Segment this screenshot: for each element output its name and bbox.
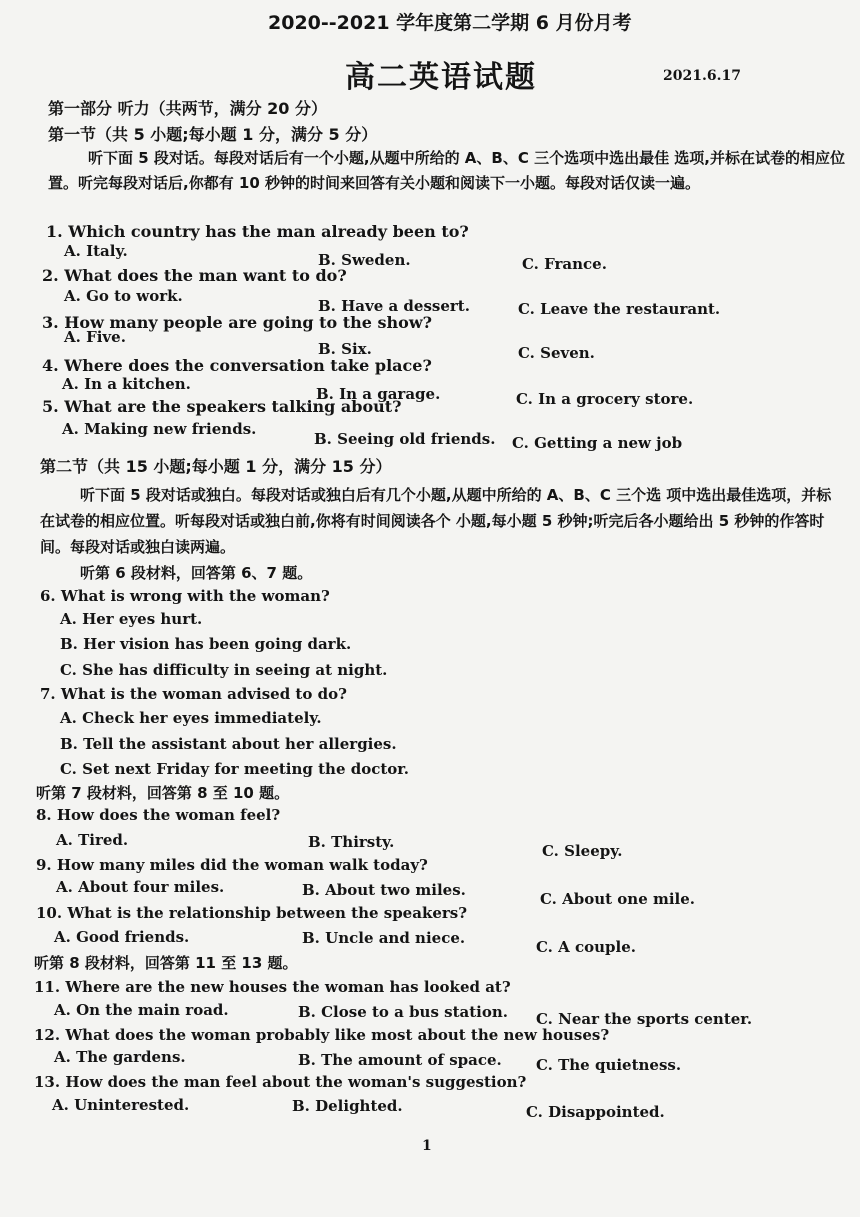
section1-heading: 第一节（共 5 小题;每小题 1 分，满分 5 分） bbox=[48, 125, 378, 144]
question-text: 5. What are the speakers talking about? bbox=[42, 397, 402, 416]
page-title: 高二英语试题 bbox=[345, 60, 537, 95]
part1-heading: 第一部分 听力（共两节，满分 20 分） bbox=[48, 99, 327, 118]
option-c: C. The quietness. bbox=[536, 1056, 682, 1074]
material-6-heading: 听第 6 段材料，回答第 6、7 题。 bbox=[80, 564, 313, 582]
option-a: A. Uninterested. bbox=[52, 1096, 190, 1114]
question-text: 3. How many people are going to the show? bbox=[42, 313, 432, 332]
question-text: 12. What does the woman probably like most about the new houses? bbox=[34, 1026, 610, 1044]
option-c: C. Near the sports center. bbox=[536, 1010, 753, 1028]
question-text: 7. What is the woman advised to do? bbox=[40, 685, 347, 703]
option-a: A. In a kitchen. bbox=[62, 375, 191, 393]
question-text: 6. What is wrong with the woman? bbox=[40, 587, 330, 605]
section2-heading: 第二节（共 15 小题;每小题 1 分，满分 15 分） bbox=[40, 457, 392, 476]
option-b: B. Tell the assistant about her allergies. bbox=[60, 735, 397, 753]
option-c: C. Set next Friday for meeting the doctor. bbox=[60, 760, 410, 778]
section2-instructions: 听下面 5 段对话或独白。每段对话或独白后有几个小题,从题中所给的 A、B、C 三个选 项中选出最佳选项，并标在试卷的相应位置。听每段对话或独白前,你将有时间阅读各个 小题,每小题 5 秒钟;听完后各小题给出 5 秒钟的作答时间。每段对话或独白读两遍。 bbox=[40, 486, 832, 556]
option-c: C. Sleepy. bbox=[542, 842, 623, 860]
option-a: A. Check her eyes immediately. bbox=[60, 709, 322, 727]
option-a: A. Her eyes hurt. bbox=[60, 610, 203, 628]
section1-instructions: 听下面 5 段对话。每段对话后有一个小题,从题中所给的 A、B、C 三个选项中选出最佳 选项,并标在试卷的相应位置。听完每段对话后,你都有 10 秒钟的时间来回答有关小题和阅读下一小题。每段对话仅读一遍。 bbox=[48, 149, 845, 192]
question-text: 13. How does the man feel about the woman's suggestion? bbox=[34, 1073, 527, 1091]
option-b: B. Close to a bus station. bbox=[298, 1003, 508, 1021]
option-b: B. About two miles. bbox=[302, 881, 466, 899]
option-b: B. Her vision has been going dark. bbox=[60, 635, 352, 653]
option-b: B. The amount of space. bbox=[298, 1051, 502, 1069]
option-a: A. About four miles. bbox=[56, 878, 225, 896]
option-b: B. In a garage. bbox=[316, 385, 441, 403]
exam-term: 2020--2021 学年度第二学期 6 月份月考 bbox=[268, 12, 632, 34]
option-b: B. Six. bbox=[318, 340, 372, 358]
option-a: A. On the main road. bbox=[54, 1001, 229, 1019]
option-a: A. Go to work. bbox=[64, 287, 183, 305]
exam-date: 2021.6.17 bbox=[663, 68, 741, 84]
option-a: A. Tired. bbox=[56, 831, 129, 849]
option-c: C. A couple. bbox=[536, 938, 636, 956]
option-a: A. Making new friends. bbox=[62, 420, 257, 438]
question-text: 9. How many miles did the woman walk today? bbox=[36, 856, 428, 874]
question-text: 11. Where are the new houses the woman has looked at? bbox=[34, 978, 511, 996]
option-b: B. Delighted. bbox=[292, 1097, 403, 1115]
option-a: A. Italy. bbox=[64, 242, 128, 260]
option-c: C. France. bbox=[522, 255, 607, 273]
option-b: B. Thirsty. bbox=[308, 833, 395, 851]
question-text: 10. What is the relationship between the speakers? bbox=[36, 904, 468, 922]
option-b: B. Uncle and niece. bbox=[302, 929, 466, 947]
question-text: 4. Where does the conversation take place? bbox=[42, 356, 432, 375]
option-a: A. Good friends. bbox=[54, 928, 190, 946]
option-c: C. Disappointed. bbox=[526, 1103, 665, 1121]
option-a: A. The gardens. bbox=[54, 1048, 186, 1066]
option-c: C. In a grocery store. bbox=[516, 390, 694, 408]
option-c: C. About one mile. bbox=[540, 890, 696, 908]
option-b: B. Have a dessert. bbox=[318, 297, 470, 315]
option-a: A. Five. bbox=[64, 328, 126, 346]
option-c: C. Leave the restaurant. bbox=[518, 300, 721, 318]
material-7-heading: 听第 7 段材料，回答第 8 至 10 题。 bbox=[36, 784, 290, 802]
question-text: 1. Which country has the man already been to? bbox=[46, 222, 469, 241]
option-b: B. Seeing old friends. bbox=[314, 430, 496, 448]
material-8-heading: 听第 8 段材料，回答第 11 至 13 题。 bbox=[34, 954, 298, 972]
option-c: C. Seven. bbox=[518, 344, 595, 362]
question-text: 8. How does the woman feel? bbox=[36, 806, 281, 824]
question-text: 2. What does the man want to do? bbox=[42, 266, 347, 285]
option-c: C. Getting a new job bbox=[512, 434, 683, 452]
page-number: 1 bbox=[422, 1138, 432, 1154]
option-c: C. She has difficulty in seeing at night. bbox=[60, 661, 388, 679]
option-b: B. Sweden. bbox=[318, 251, 411, 269]
